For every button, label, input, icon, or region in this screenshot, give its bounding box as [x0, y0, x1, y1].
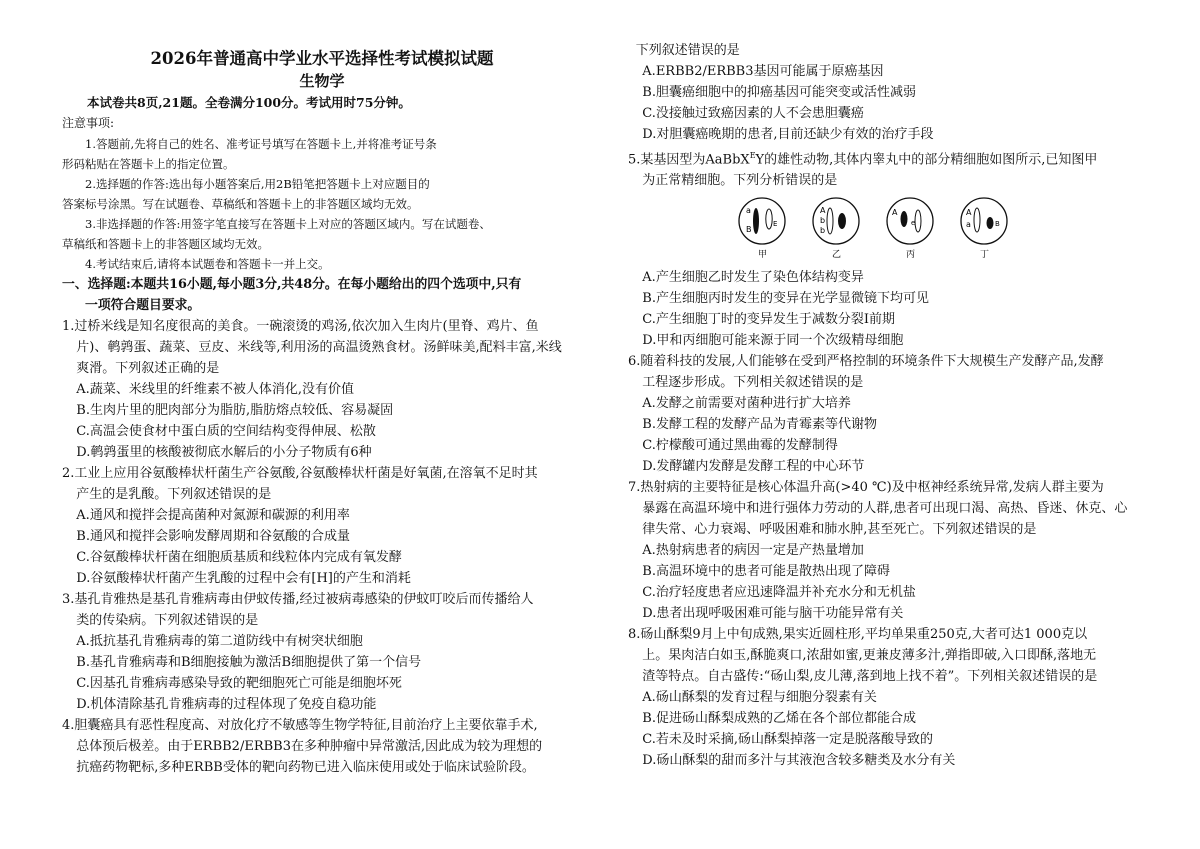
notice-item-3-cont: 草稿纸和答题卡上的非答题区域均无效。 [62, 237, 269, 251]
question-stem: 8.砀山酥梨9月上中旬成熟,果实近圆柱形,平均单果重250克,大者可达1 000克以 [628, 627, 1088, 643]
right-column [628, 40, 1142, 771]
question-stem: 6.随着科技的发展,人们能够在受到严格控制的环境条件下大规模生产发酵产品,发酵 [628, 354, 1104, 370]
option-c: C.柠檬酸可通过黑曲霉的发酵制得 [642, 438, 838, 454]
question-2 [62, 463, 582, 589]
option-c: C.高温会使食材中蛋白质的空间结构变得伸展、松散 [76, 424, 376, 439]
question-stem-cont: 爽滑。下列叙述正确的是 [76, 361, 220, 376]
option-d: D.鹌鹑蛋里的核酸被彻底水解后的小分子物质有6种 [76, 445, 372, 460]
sperm-cells-diagram [732, 195, 1032, 261]
svg-text:e: e [911, 219, 916, 228]
svg-text:b: b [820, 216, 826, 226]
question-stem-cont: 上。果肉洁白如玉,酥脆爽口,浓甜如蜜,更兼皮薄多汁,弹指即破,入口即酥,落地无 [642, 648, 1097, 664]
svg-text:a: a [746, 206, 751, 216]
fig-label-jia: 甲 [758, 250, 768, 261]
option-a: A.发酵之前需要对菌种进行扩大培养 [642, 396, 851, 412]
svg-text:E: E [773, 220, 778, 229]
option-d: D.机体清除基孔肯雅病毒的过程体现了免疫自稳功能 [76, 697, 377, 712]
left-column [62, 0, 582, 778]
svg-text:A: A [892, 208, 898, 218]
notice-heading: 注意事项: [62, 116, 115, 130]
question-4 [62, 715, 582, 778]
exam-info: 本试卷共8页,21题。全卷满分100分。考试用时75分钟。 [87, 95, 411, 110]
option-d: D.患者出现呼吸困难可能与脑干功能异常有关 [642, 606, 904, 622]
question-stem-cont: 工程逐步形成。下列相关叙述错误的是 [642, 375, 864, 391]
option-d: D.砀山酥梨的甜而多汁与其液泡含较多糖类及水分有关 [642, 753, 956, 769]
svg-text:B: B [746, 225, 752, 235]
svg-text:A: A [966, 208, 972, 218]
question-stem-cont: 类的传染病。下列叙述错误的是 [76, 613, 259, 628]
question-stem-cont: 总体预后极差。由于ERBB2/ERBB3在多种肿瘤中异常激活,因此成为较为理想的 [76, 739, 543, 754]
option-b: B.高温环境中的患者可能是散热出现了障碍 [642, 564, 890, 580]
option-c: C.产生细胞丁时的变异发生于减数分裂Ⅰ前期 [642, 312, 896, 328]
option-b: B.生肉片里的肥肉部分为脂肪,脂肪熔点较低、容易凝固 [76, 403, 394, 418]
subject-title: 生物学 [299, 72, 345, 90]
question-3 [62, 589, 582, 715]
option-d: D.谷氨酸棒状杆菌产生乳酸的过程中会有[H]的产生和消耗 [76, 571, 411, 586]
option-c: C.因基孔肯雅病毒感染导致的靶细胞死亡可能是细胞坏死 [76, 676, 402, 691]
notice-item-2: 2.选择题的作答:选出每小题答案后,用2B铅笔把答题卡上对应题目的 [85, 177, 430, 191]
question-stem-cont: 片)、鹌鹑蛋、蔬菜、豆皮、米线等,利用汤的高温烫熟食材。汤鲜味美,配料丰富,米线 [76, 340, 562, 355]
fig-label-yi: 乙 [832, 250, 842, 261]
option-a: A.产生细胞乙时发生了染色体结构变异 [642, 270, 864, 286]
question-stem-cont: 暴露在高温环境中和进行强体力劳动的人群,患者可出现口渴、高热、昏迷、休克、心 [642, 501, 1128, 517]
question-stem-cont: 抗癌药物靶标,多种ERBB受体的靶向药物已进入临床使用或处于临床试验阶段。 [76, 760, 535, 775]
question-6 [628, 351, 1142, 477]
exam-title: 2026年普通高中学业水平选择性考试模拟试题 [150, 49, 494, 68]
notice-item-1: 1.答题前,先将自己的姓名、准考证号填写在答题卡上,并将准考证号条 [85, 137, 437, 151]
option-a: A.ERBB2/ERBB3基因可能属于原癌基因 [642, 64, 884, 79]
option-d: D.甲和丙细胞可能来源于同一个次级精母细胞 [642, 333, 904, 349]
question-stem-cont: 律失常、心力衰竭、呼吸困难和肺水肿,甚至死亡。下列叙述错误的是 [642, 522, 1037, 538]
option-a: A.热射病患者的病因一定是产热量增加 [642, 543, 864, 559]
option-b: B.胆囊癌细胞中的抑癌基因可能突变或活性减弱 [642, 85, 916, 100]
option-b: B.产生细胞丙时发生的变异在光学显微镜下均可见 [642, 291, 929, 307]
question-stem: 7.热射病的主要特征是核心体温升高(>40 ℃)及中枢神经系统异常,发病人群主要为 [628, 480, 1104, 496]
question-1 [62, 316, 582, 463]
svg-text:A: A [820, 206, 826, 216]
section-heading-cont: 一项符合题目要求。 [85, 298, 201, 313]
notice-item-2-cont: 答案标号涂黑。写在试题卷、草稿纸和答题卡上的非答题区域均无效。 [62, 197, 419, 211]
svg-text:b: b [820, 226, 826, 236]
option-b: B.基孔肯雅病毒和B细胞接触为激活B细胞提供了第一个信号 [76, 655, 422, 670]
option-a: A.抵抗基孔肯雅病毒的第二道防线中有树突状细胞 [76, 634, 363, 649]
question-stem: 3.基孔肯雅热是基孔肯雅病毒由伊蚊传播,经过被病毒感染的伊蚊叮咬后而传播给人 [62, 592, 534, 607]
notice-item-4: 4.考试结束后,请将本试题卷和答题卡一并上交。 [85, 257, 330, 271]
option-a: A.蔬菜、米线里的纤维素不被人体消化,没有价值 [76, 382, 354, 397]
question-stem: 4.胆囊癌具有恶性程度高、对放化疗不敏感等生物学特征,目前治疗上主要依靠手术, [62, 718, 538, 733]
notice-item-3: 3.非选择题的作答:用签字笔直接写在答题卡上对应的答题区域内。写在试题卷、 [85, 217, 491, 231]
option-c: C.治疗轻度患者应迅速降温并补充水分和无机盐 [642, 585, 916, 601]
option-a: A.砀山酥梨的发育过程与细胞分裂素有关 [642, 690, 877, 706]
svg-text:B: B [995, 220, 1000, 229]
question-stem-cont: 为正常精细胞。下列分析错误的是 [642, 173, 838, 189]
option-c: C.谷氨酸棒状杆菌在细胞质基质和线粒体内完成有氧发酵 [76, 550, 402, 565]
option-b: B.发酵工程的发酵产品为青霉素等代谢物 [642, 417, 877, 433]
option-b: B.促进砀山酥梨成熟的乙烯在各个部位都能合成 [642, 711, 916, 727]
option-c: C.若未及时采摘,砀山酥梨掉落一定是脱落酸导致的 [642, 732, 934, 748]
question-stem-cont: 产生的是乳酸。下列叙述错误的是 [76, 487, 272, 502]
question-stem: 2.工业上应用谷氨酸棒状杆菌生产谷氨酸,谷氨酸棒状杆菌是好氧菌,在溶氧不足时其 [62, 466, 538, 481]
option-d: D.对胆囊癌晚期的患者,目前还缺少有效的治疗手段 [642, 127, 934, 142]
notice-item-1-cont: 形码粘贴在答题卡上的指定位置。 [62, 157, 235, 171]
section-heading: 一、选择题:本题共16小题,每小题3分,共48分。在每小题给出的四个选项中,只有 [62, 277, 522, 292]
question-stem: 5.某基因型为AaBbX$^E$Y的雄性动物,其体内睾丸中的部分精细胞如图所示,已知图甲 [628, 151, 1098, 168]
option-c: C.没接触过致癌因素的人不会患胆囊癌 [642, 106, 864, 121]
svg-text:a: a [966, 220, 971, 230]
option-b: B.通风和搅拌会影响发酵周期和谷氨酸的合成量 [76, 529, 350, 544]
question-stem: 1.过桥米线是知名度很高的美食。一碗滚烫的鸡汤,依次加入生肉片(里脊、鸡片、鱼 [62, 319, 539, 334]
question-8 [628, 624, 1142, 771]
sperm-cell-figure [628, 195, 1142, 261]
question-stem-cont: 下列叙述错误的是 [635, 43, 740, 58]
option-d: D.发酵罐内发酵是发酵工程的中心环节 [642, 459, 865, 475]
question-7 [628, 477, 1142, 624]
fig-label-ding: 丁 [980, 250, 990, 261]
question-stem-cont: 渣等特点。自古盛传:“砀山梨,皮儿薄,落到地上找不着”。下列相关叙述错误的是 [642, 669, 1098, 685]
option-a: A.通风和搅拌会提高菌种对氮源和碳源的利用率 [76, 508, 350, 523]
question-5 [628, 145, 1142, 351]
fig-label-bing: 丙 [906, 250, 916, 261]
